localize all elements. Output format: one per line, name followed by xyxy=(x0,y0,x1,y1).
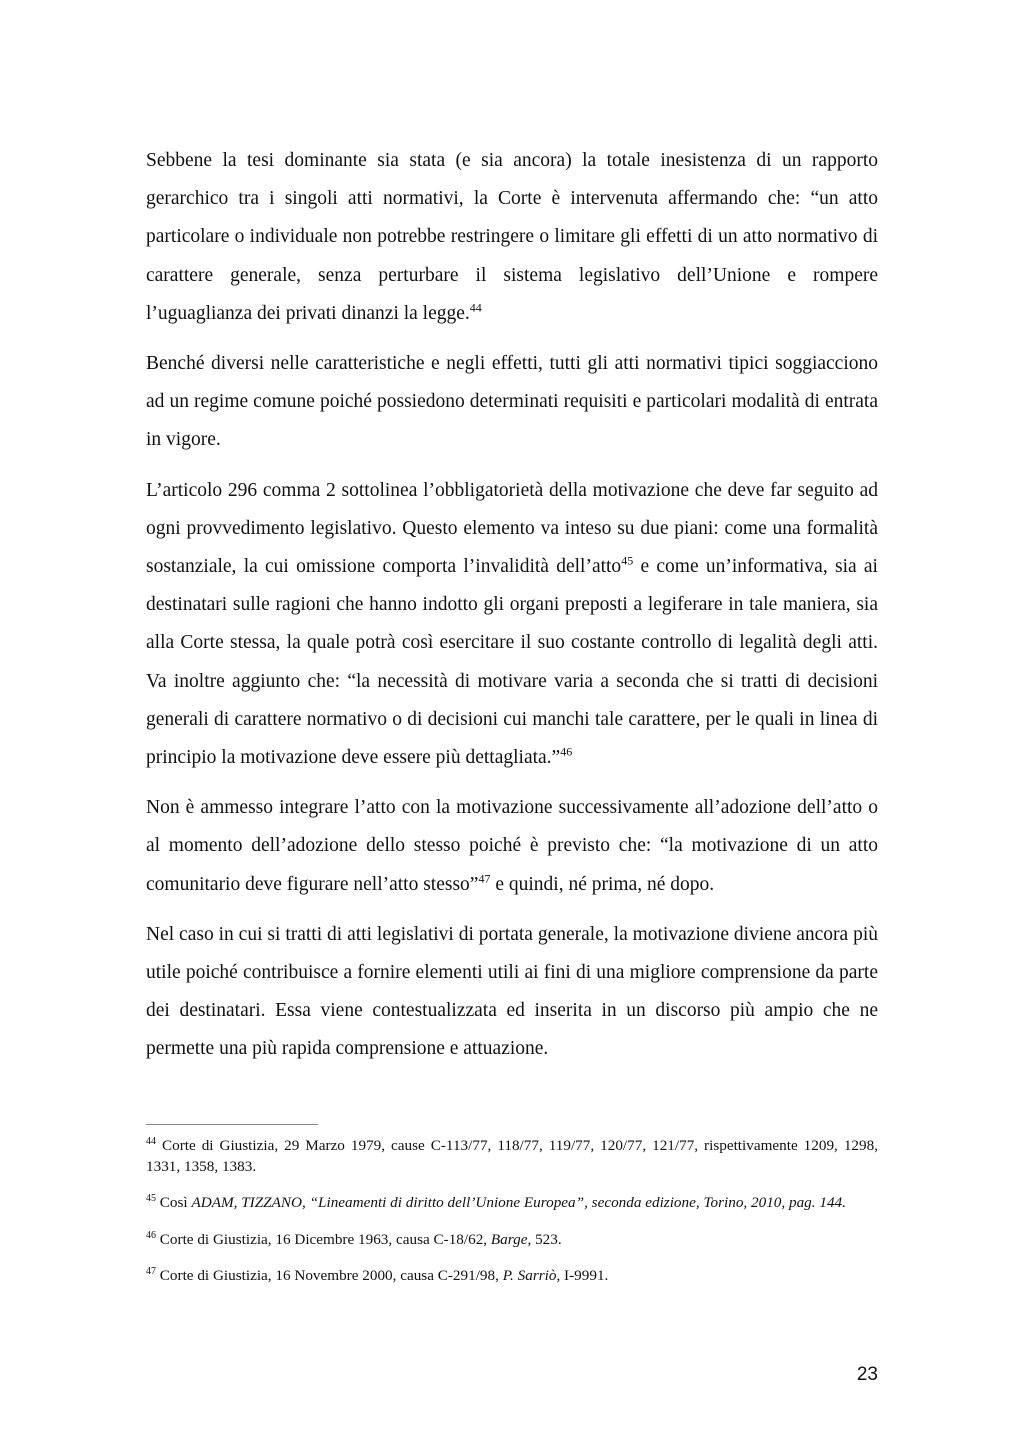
paragraph-2-text: Benché diversi nelle caratteristiche e negli effetti, tutti gli atti normativi tipici soggiacciono ad un regime comune poiché possiedono determinati requisiti e particolari modalità di entrata in vigore. xyxy=(146,353,878,451)
footnote-text-end: 523. xyxy=(531,1230,562,1248)
footnote-45 xyxy=(146,1193,878,1214)
footnote-italic-text: Barge, xyxy=(490,1230,532,1248)
footnote-italic-title: , “Lineamenti di diritto dell’Unione Europea”, seconda edizione, Torino, 2010, pag. 144. xyxy=(302,1194,846,1211)
footnote-text: Corte di Giustizia, 16 Novembre 2000, causa C-291/98, xyxy=(156,1267,503,1284)
footnote-ref-44[interactable]: 44 xyxy=(469,300,482,315)
footnote-text: Così xyxy=(156,1194,192,1211)
footnote-44 xyxy=(146,1136,878,1177)
paragraph-1 xyxy=(146,142,878,333)
footnote-text-end: , I-9991. xyxy=(556,1267,609,1284)
footnote-ref-46[interactable]: 46 xyxy=(560,744,573,759)
footnote-number: 47 xyxy=(146,1265,156,1277)
footnote-ref-47[interactable]: 47 xyxy=(478,871,491,886)
paragraph-2 xyxy=(146,345,878,460)
paragraph-4 xyxy=(146,789,878,904)
footnote-italic-text: ADAM, TIZZANO xyxy=(191,1194,302,1211)
footnote-number: 45 xyxy=(146,1192,156,1204)
body-text xyxy=(146,142,878,1081)
footnote-47 xyxy=(146,1266,878,1287)
footnote-divider xyxy=(146,1124,318,1125)
footnote-46 xyxy=(146,1230,878,1251)
paragraph-3 xyxy=(146,472,878,778)
paragraph-1-text: Sebbene la tesi dominante sia stata (e sia ancora) la totale inesistenza di un rapporto gerarchico tra i singoli atti normativi, la Corte è intervenuta affermando che: “un atto particolare o individuale non potrebbe restringere o limitare gli effetti di un atto normativo di carattere generale, senza perturbare il sistema legislativo dell’Unione e rompere l’uguaglianza dei privati dinanzi la legge. xyxy=(146,150,878,324)
paragraph-4-text-before: Non è ammesso integrare l’atto con la motivazione successivamente all’adozione dell’atto o al momento dell’adozione dello stesso poiché è previsto che: “la motivazione di un atto comunitario deve figurare nell’atto stesso” xyxy=(146,797,878,895)
footnotes xyxy=(146,1136,878,1303)
footnote-text: Corte di Giustizia, 29 Marzo 1979, cause C-113/77, 118/77, 119/77, 120/77, 121/77, rispettivamente 1209, 1298, 1331, 1358, 1383. xyxy=(146,1137,878,1175)
paragraph-5 xyxy=(146,916,878,1069)
footnote-italic-text: P. Sarriò xyxy=(502,1267,557,1284)
page-number: 23 xyxy=(856,1364,878,1385)
paragraph-3-text-before: L’articolo 296 comma 2 sottolinea l’obbligatorietà della motivazione che deve far seguito ad ogni provvedimento legislativo. Questo elemento va inteso su due piani: come una formalità sostanziale, la cui omissione comporta l’invalidità dell’atto xyxy=(146,479,878,578)
paragraph-4-text-after: e quindi, né prima, né dopo. xyxy=(490,873,715,895)
paragraph-3-text-after: e come un’informativa, sia ai destinatari sulle ragioni che hanno indotto gli organi preposti a legiferare in tale maniera, sia alla Corte stessa, la quale potrà così esercitare il suo costante controllo di legalità degli atti. Va inoltre aggiunto che: “la necessità di motivare varia a seconda che si tratti di decisioni generali di carattere normativo o di decisioni cui manchi tale carattere, per le quali in linea di principio la motivazione deve essere più dettagliata.” xyxy=(146,556,878,769)
footnote-number: 44 xyxy=(146,1135,156,1147)
paragraph-5-text: Nel caso in cui si tratti di atti legislativi di portata generale, la motivazione diviene ancora più utile poiché contribuisce a fornire elementi utili ai fini di una migliore comprensione da parte dei destinatari. Essa viene contestualizzata ed inserita in un discorso più ampio che ne permette una più rapida comprensione e attuazione. xyxy=(146,923,878,1060)
footnote-ref-45[interactable]: 45 xyxy=(621,553,634,568)
footnote-text: Corte di Giustizia, 16 Dicembre 1963, causa C-18/62, xyxy=(156,1230,491,1248)
footnote-number: 46 xyxy=(146,1229,156,1241)
